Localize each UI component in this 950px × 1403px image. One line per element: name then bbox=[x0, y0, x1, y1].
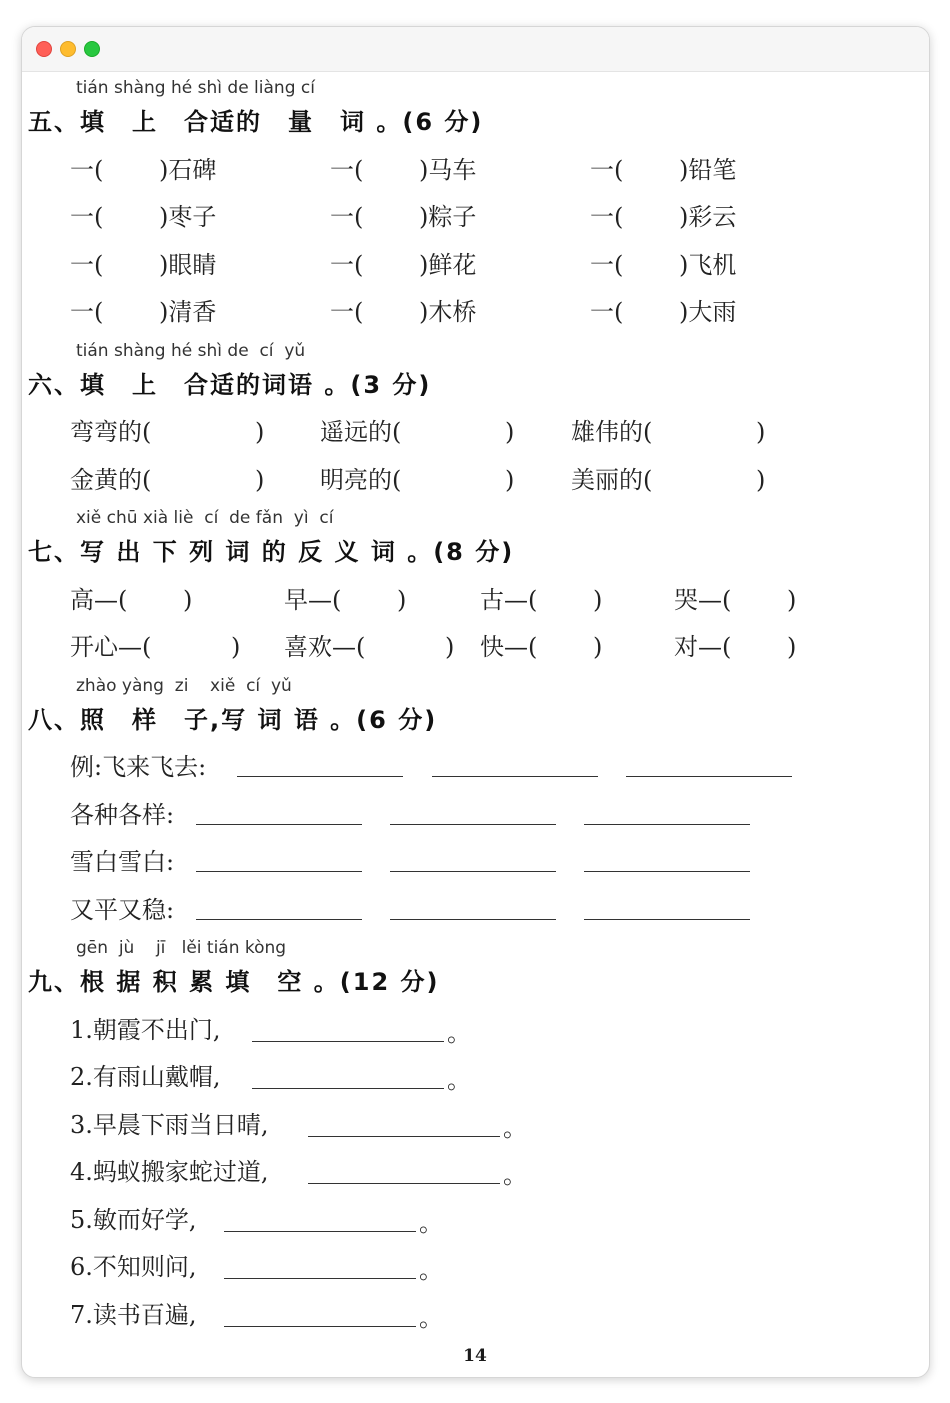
answer-blank[interactable] bbox=[252, 1088, 444, 1089]
list-item: 1.朝霞不出门, bbox=[70, 1016, 221, 1044]
answer-blank[interactable] bbox=[224, 1326, 416, 1327]
list-item: 一( )飞机 bbox=[590, 251, 737, 279]
title-bar bbox=[22, 27, 929, 72]
list-item: 美丽的( ) bbox=[571, 466, 766, 494]
list-item: 高—( ) bbox=[70, 586, 193, 614]
section9-title: 九、根 据 积 累 填 空 。(12 分) bbox=[28, 968, 440, 996]
list-item: 一( )清香 bbox=[70, 298, 217, 326]
close-window-button[interactable] bbox=[36, 41, 52, 57]
section5-title: 五、填 上 合适的 量 词 。(6 分) bbox=[28, 108, 484, 136]
answer-blank[interactable] bbox=[584, 871, 750, 872]
list-item: 一( )眼睛 bbox=[70, 251, 217, 279]
answer-blank[interactable] bbox=[196, 824, 362, 825]
answer-blank[interactable] bbox=[390, 919, 556, 920]
list-item: 2.有雨山戴帽, bbox=[70, 1063, 221, 1091]
section6-pinyin: tián shàng hé shì de cí yǔ bbox=[76, 341, 306, 361]
answer-blank[interactable] bbox=[308, 1136, 500, 1137]
list-item: 对—( ) bbox=[674, 633, 797, 661]
list-item: 明亮的( ) bbox=[320, 466, 515, 494]
list-item: 6.不知则问, bbox=[70, 1253, 197, 1281]
minimize-window-button[interactable] bbox=[60, 41, 76, 57]
list-item: 遥远的( ) bbox=[320, 418, 515, 446]
list-item: 早—( ) bbox=[284, 586, 407, 614]
list-item: 5.敏而好学, bbox=[70, 1206, 197, 1234]
section8-title: 八、照 样 子,写 词 语 。(6 分) bbox=[28, 706, 438, 734]
answer-blank[interactable] bbox=[584, 919, 750, 920]
answer-blank[interactable] bbox=[237, 776, 403, 777]
answer-blank[interactable] bbox=[252, 1041, 444, 1042]
list-item: 哭—( ) bbox=[674, 586, 797, 614]
list-item: 一( )枣子 bbox=[70, 203, 217, 231]
answer-blank[interactable] bbox=[626, 776, 792, 777]
section7-pinyin: xiě chū xià liè cí de fǎn yì cí bbox=[76, 508, 334, 528]
period-mark: 。 bbox=[419, 1256, 443, 1284]
section8-pinyin: zhào yàng zi xiě cí yǔ bbox=[76, 676, 292, 696]
list-item: 3.早晨下雨当日晴, bbox=[70, 1111, 269, 1139]
page-number: 14 bbox=[463, 1346, 487, 1366]
answer-blank[interactable] bbox=[308, 1183, 500, 1184]
section6-title: 六、填 上 合适的词语 。(3 分) bbox=[28, 371, 432, 399]
list-item: 雄伟的( ) bbox=[571, 418, 766, 446]
list-item: 例:飞来飞去: bbox=[70, 753, 207, 781]
answer-blank[interactable] bbox=[224, 1231, 416, 1232]
answer-blank[interactable] bbox=[196, 919, 362, 920]
zoom-window-button[interactable] bbox=[84, 41, 100, 57]
section5-pinyin: tián shàng hé shì de liàng cí bbox=[76, 78, 315, 98]
list-item: 又平又稳: bbox=[70, 896, 175, 924]
list-item: 喜欢—( ) bbox=[284, 633, 455, 661]
list-item: 一( )铅笔 bbox=[590, 156, 737, 184]
list-item: 快—( ) bbox=[480, 633, 603, 661]
answer-blank[interactable] bbox=[584, 824, 750, 825]
list-item: 弯弯的( ) bbox=[70, 418, 265, 446]
section9-pinyin: gēn jù jī lěi tián kòng bbox=[76, 938, 287, 958]
list-item: 古—( ) bbox=[480, 586, 603, 614]
answer-blank[interactable] bbox=[224, 1278, 416, 1279]
period-mark: 。 bbox=[419, 1209, 443, 1237]
list-item: 一( )大雨 bbox=[590, 298, 737, 326]
list-item: 开心—( ) bbox=[70, 633, 241, 661]
answer-blank[interactable] bbox=[390, 871, 556, 872]
answer-blank[interactable] bbox=[196, 871, 362, 872]
answer-blank[interactable] bbox=[390, 824, 556, 825]
list-item: 一( )鲜花 bbox=[330, 251, 477, 279]
period-mark: 。 bbox=[447, 1066, 471, 1094]
list-item: 各种各样: bbox=[70, 801, 175, 829]
period-mark: 。 bbox=[419, 1304, 443, 1332]
list-item: 金黄的( ) bbox=[70, 466, 265, 494]
list-item: 一( )马车 bbox=[330, 156, 477, 184]
list-item: 一( )石碑 bbox=[70, 156, 217, 184]
period-mark: 。 bbox=[503, 1114, 527, 1142]
list-item: 雪白雪白: bbox=[70, 848, 175, 876]
list-item: 一( )粽子 bbox=[330, 203, 477, 231]
list-item: 7.读书百遍, bbox=[70, 1301, 197, 1329]
answer-blank[interactable] bbox=[432, 776, 598, 777]
list-item: 一( )彩云 bbox=[590, 203, 737, 231]
period-mark: 。 bbox=[503, 1161, 527, 1189]
list-item: 4.蚂蚁搬家蛇过道, bbox=[70, 1158, 269, 1186]
period-mark: 。 bbox=[447, 1019, 471, 1047]
section7-title: 七、写 出 下 列 词 的 反 义 词 。(8 分) bbox=[28, 538, 515, 566]
list-item: 一( )木桥 bbox=[330, 298, 477, 326]
